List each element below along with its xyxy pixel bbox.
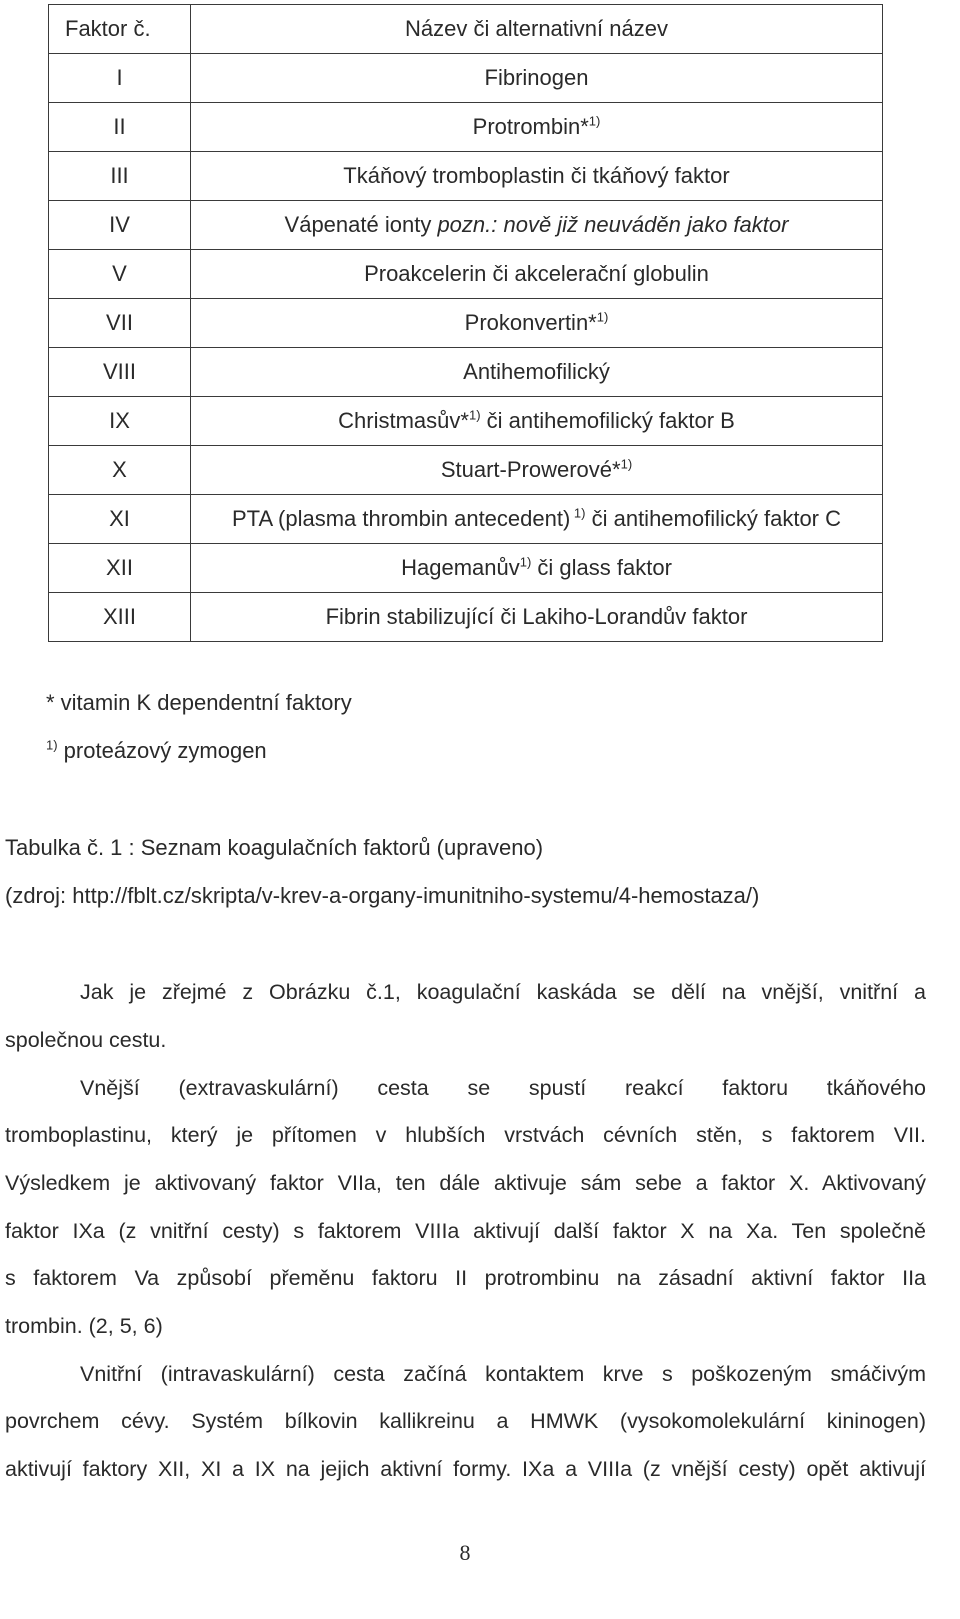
header-factor-number: Faktor č. [49,5,191,54]
factor-note: pozn.: nově již neuváděn jako faktor [437,212,789,237]
factor-name [191,544,883,593]
footnote-marker: 1) [46,737,58,753]
factor-number: XII [49,544,191,593]
paragraph-line: Vnější (extravaskulární) cesta se spustí reakcí faktoru tkáňového [80,1076,926,1100]
factor-name [191,201,883,250]
factor-name: Tkáňový tromboplastin či tkáňový faktor [191,152,883,201]
table-row [49,495,883,544]
factor-name-text: Hagemanův [401,555,520,580]
factor-name-text: PTA (plasma thrombin antecedent) [231,506,571,531]
factor-name-rest: či antihemofilický faktor C [585,506,842,531]
table-row [49,201,883,250]
factor-name: Fibrin stabilizující či Lakiho-Lorandův faktor [191,593,883,642]
footnote-marker: 1) [620,456,633,472]
factor-name: Antihemofilický [191,348,883,397]
table-row [49,152,883,201]
table-row [49,397,883,446]
factor-name-text: Vápenaté ionty [284,212,438,237]
table-row [49,54,883,103]
table-row [49,593,883,642]
table-row [49,348,883,397]
note-vitamin-k: * vitamin K dependentní faktory [46,690,352,715]
paragraph-line: aktivují faktory XII, XI a IX na jejich aktivní formy. IXa a VIIIa (z vnější cesty) opět aktivují [5,1457,926,1481]
paragraph-line: faktor IXa (z vnitřní cesty) s faktorem VIIIa aktivují další faktor X na Xa. Ten společně [5,1219,926,1243]
header-factor-name: Název či alternativní název [191,5,883,54]
footnote-marker: 1) [570,505,586,521]
factor-number: I [49,54,191,103]
factor-name [191,446,883,495]
footnote-marker: 1) [519,554,532,570]
table-header-row [49,5,883,54]
footnote-marker: 1) [596,309,609,325]
factor-number: X [49,446,191,495]
table-row [49,250,883,299]
paragraph-line: trombin. (2, 5, 6) [5,1314,163,1338]
factor-number: V [49,250,191,299]
footnote-marker: 1) [468,407,481,423]
factor-number: VIII [49,348,191,397]
factor-name [191,299,883,348]
factor-number: XI [49,495,191,544]
page-number: 8 [459,1540,471,1565]
table-source: (zdroj: http://fblt.cz/skripta/v-krev-a-organy-imunitniho-systemu/4-hemostaza/) [5,883,760,908]
coagulation-factors-table [48,4,883,642]
factor-name-text: Prokonvertin* [464,310,597,335]
factor-name [191,495,883,544]
note-zymogen [46,738,267,764]
table-row [49,103,883,152]
factor-number: III [49,152,191,201]
factor-number: IX [49,397,191,446]
factor-name-text: Stuart-Prowerové* [440,457,621,482]
table-row [49,544,883,593]
factor-number: VII [49,299,191,348]
table-row [49,446,883,495]
factor-name: Fibrinogen [191,54,883,103]
factor-name: Proakcelerin či akcelerační globulin [191,250,883,299]
note-zymogen-text: proteázový zymogen [57,738,267,763]
factor-name-text: Christmasův* [338,408,469,433]
table-row [49,299,883,348]
factor-name [191,103,883,152]
table-caption: Tabulka č. 1 : Seznam koagulačních faktorů (upraveno) [5,835,544,860]
paragraph-line: povrchem cévy. Systém bílkovin kallikreinu a HMWK (vysokomolekulární kininogen) [5,1409,926,1433]
paragraph-line: společnou cestu. [5,1028,167,1052]
paragraph-line: s faktorem Va způsobí přeměnu faktoru II protrombinu na zásadní aktivní faktor IIa [5,1266,926,1290]
factor-name-rest: či glass faktor [531,555,672,580]
paragraph-line: tromboplastinu, který je přítomen v hlubších vrstvách cévních stěn, s faktorem VII. [5,1123,926,1147]
factor-name-rest: či antihemofilický faktor B [480,408,735,433]
paragraph-line: Vnitřní (intravaskulární) cesta začíná kontaktem krve s poškozeným smáčivým [80,1362,926,1386]
factor-name [191,397,883,446]
factor-number: XIII [49,593,191,642]
paragraph-line: Jak je zřejmé z Obrázku č.1, koagulační kaskáda se dělí na vnější, vnitřní a [80,980,926,1004]
factor-number: II [49,103,191,152]
footnote-marker: 1) [588,113,601,129]
factor-name-text: Protrombin* [472,114,589,139]
paragraph-line: Výsledkem je aktivovaný faktor VIIa, ten dále aktivuje sám sebe a faktor X. Aktivovaný [5,1171,926,1195]
factor-number: IV [49,201,191,250]
